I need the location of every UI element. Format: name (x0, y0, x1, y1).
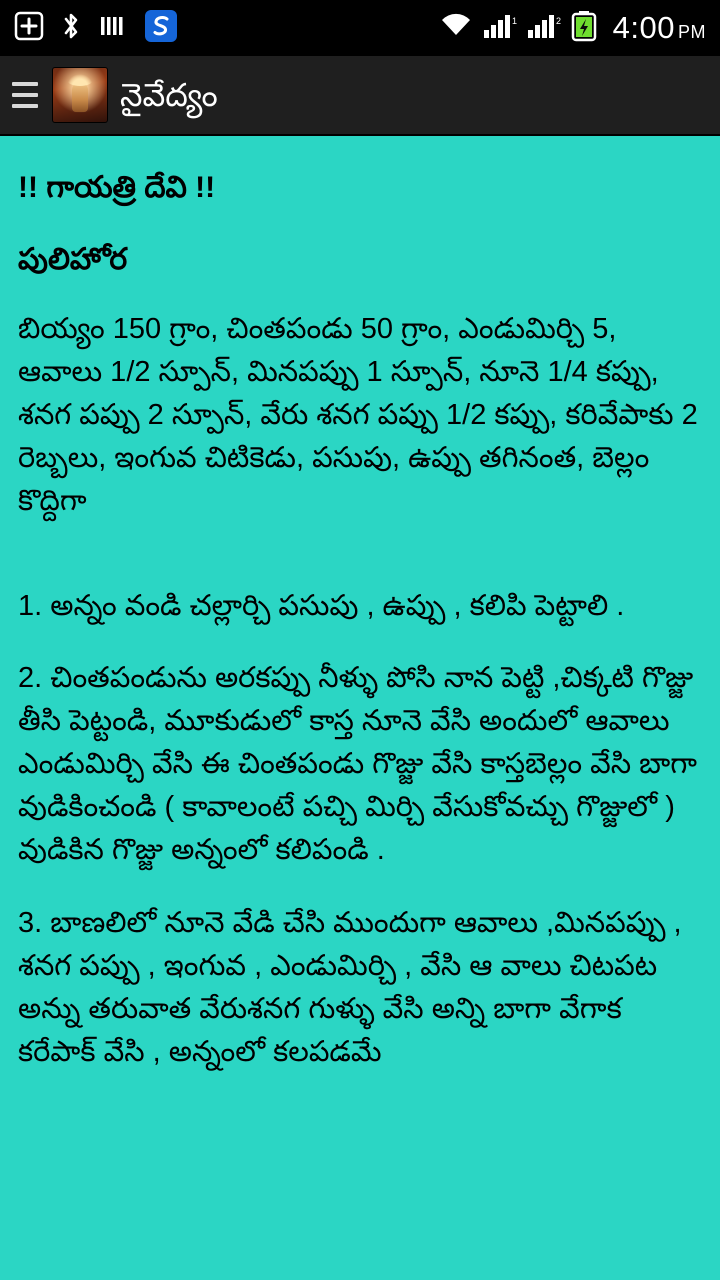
recipe-step-1: 1. అన్నం వండి చల్లార్చి పసుపు , ఉప్పు , కలిపి పెట్టాలి . (18, 589, 625, 622)
svg-text:1: 1 (511, 15, 517, 26)
svg-text:2: 2 (555, 15, 561, 26)
sim-signal-icon (98, 11, 128, 46)
app-badge-icon (144, 9, 178, 48)
recipe-step-2: 2. చింతపండును అరకప్పు నీళ్ళు పోసి నాన పెట్టి ,చిక్కటి గొజ్జు తీసి పెట్టండి, మూకుడులో కాస్త నూనె వేసి అందులో ఆవాలు ఎండుమిర్చి వేసి ఈ చింతపండు గొజ్జు వేసి కాస్తబెల్లం వేసి బాగా వుడికించండి ( కావాలంటే పచ్చి మిర్చి వేసుకోవచ్చు గొజ్జులో ) వుడికిన గొజ్జు అన్నంలో కలిపండి . (18, 662, 697, 867)
hamburger-bar-1 (12, 82, 38, 86)
signal-sim2-icon (527, 12, 561, 45)
recipe-content[interactable] (0, 136, 720, 1280)
app-logo-icon (52, 67, 108, 123)
recipe-title: పులిహోర (18, 243, 128, 276)
signal-sim1-icon (483, 12, 517, 45)
status-bar-clock (613, 10, 706, 46)
bluetooth-icon (60, 10, 82, 47)
clock-meridiem: PM (678, 22, 706, 42)
hamburger-menu-icon[interactable] (12, 71, 46, 119)
add-box-icon (14, 11, 44, 46)
status-bar-left-icons (14, 9, 439, 48)
app-action-bar (0, 56, 720, 136)
wifi-icon (439, 12, 473, 45)
battery-charging-icon (571, 10, 597, 47)
page-title: నైవేద్యం (120, 77, 218, 113)
hamburger-bar-3 (12, 104, 38, 108)
clock-time: 4:00 (612, 10, 675, 45)
ingredients-paragraph: బియ్యం 150 గ్రాం, చింతపండు 50 గ్రాం, ఎండుమిర్చి 5, ఆవాలు 1/2 స్పూన్, మినపప్పు 1 స్పూన్, నూనె 1/4 కప్పు, శనగ పప్పు 2 స్పూన్, వేరు శనగ పప్పు 1/2 కప్పు, కరివేపాకు 2 రెబ్బలు, ఇంగువ చిటికెడు, పసుపు, ఉప్పు తగినంత, బెల్లం కొద్దిగా (18, 313, 698, 517)
hamburger-bar-2 (12, 93, 38, 97)
status-bar-right-icons (439, 10, 706, 47)
deity-heading: !! గాయత్రి దేవి !! (18, 171, 216, 204)
status-bar (0, 0, 720, 56)
recipe-step-3: 3. బాణలిలో నూనె వేడి చేసి ముందుగా ఆవాలు ,మినపప్పు , శనగ పప్పు , ఇంగువ , ఎండుమిర్చి , వేసి ఆ వాలు చిటపట అన్ను తరువాత వేరుశనగ గుళ్ళు వేసి అన్ని బాగా వేగాక కరేపాక్ వేసి , అన్నంలో కలపడమే (18, 906, 682, 1068)
section-spacer (18, 531, 702, 585)
